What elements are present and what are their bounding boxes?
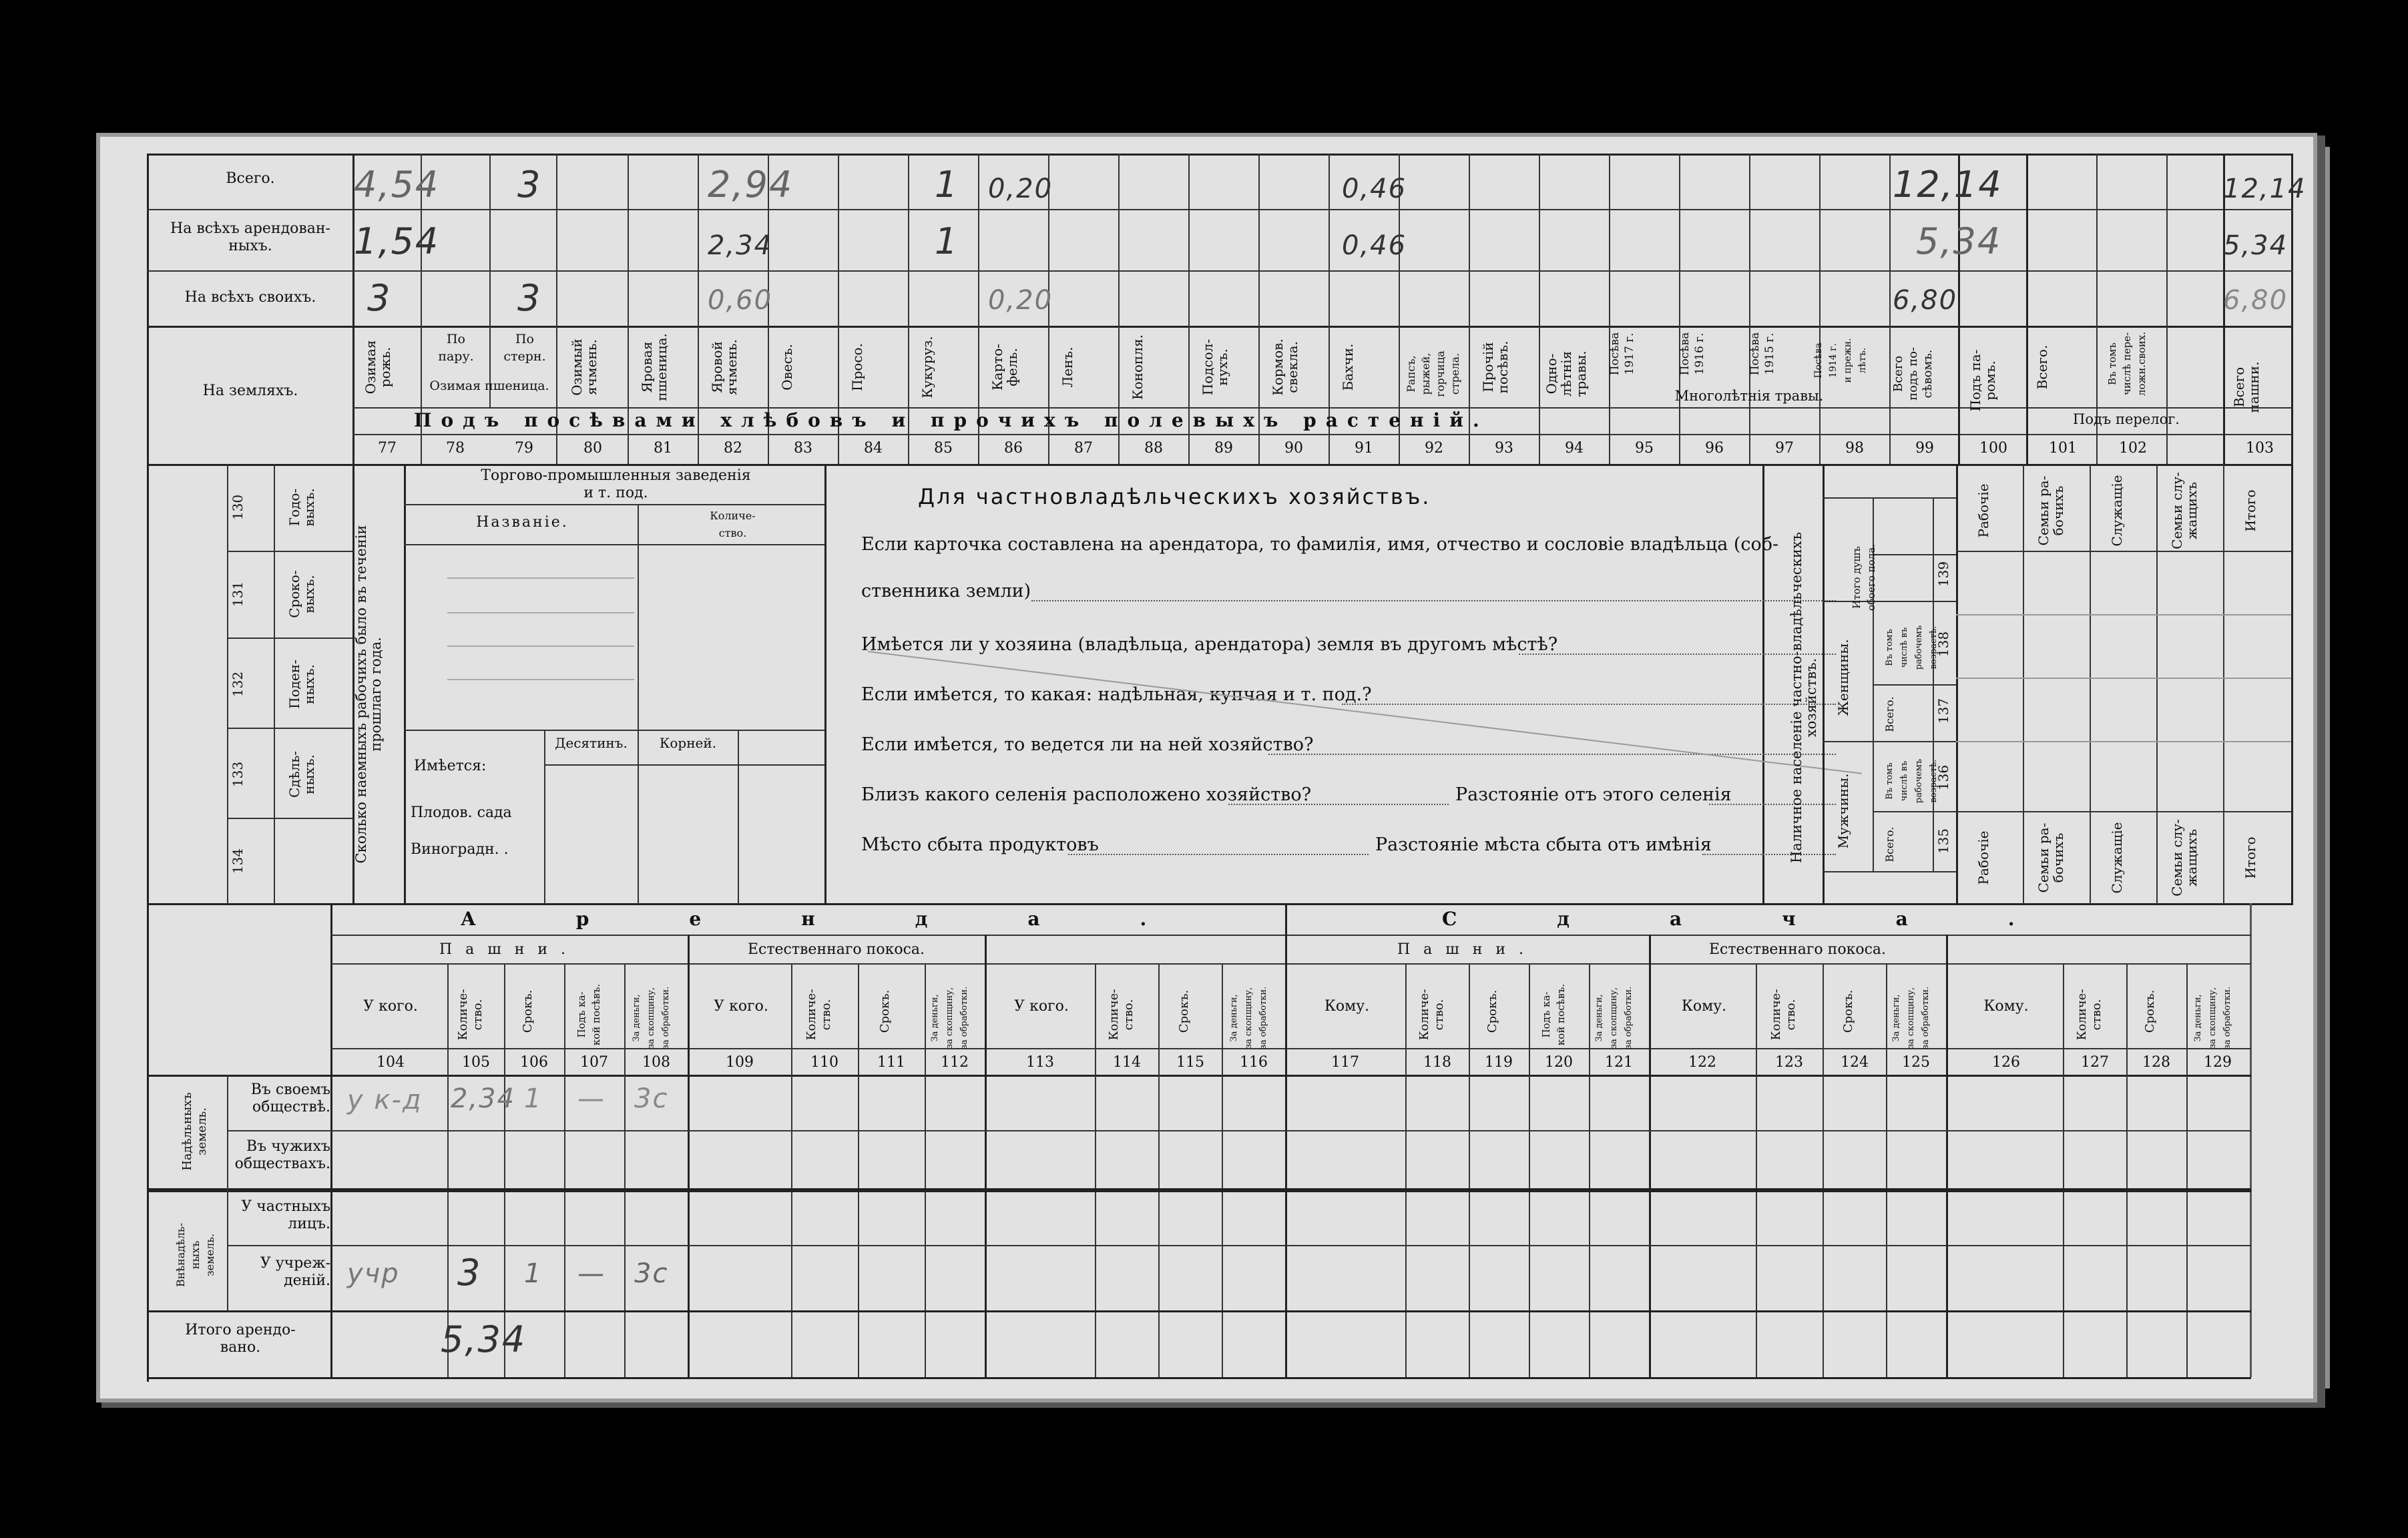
- col-108-za-dengi: За деньги, за скопщину, за обработки.: [632, 986, 671, 1050]
- worker-label-131: Сроко- выхъ.: [286, 570, 317, 618]
- men-label: Мужчины.: [1835, 773, 1851, 849]
- form-title: Для частновладѣльческихъ хозяйствъ.: [918, 484, 1431, 509]
- hw-svoi-99: 6,80: [1893, 285, 1958, 316]
- col-label-95: Посѣва 1917 г.: [1608, 332, 1636, 376]
- col-121-za-dengi: За деньги, за скопщину, за обработки.: [1594, 986, 1634, 1050]
- row-svoem-obshchestve: Въ своемъ обществѣ.: [250, 1081, 330, 1115]
- vinograd-label: Виноградн. .: [411, 841, 509, 858]
- col-num-99: 99: [1915, 440, 1934, 457]
- bcol-num-129: 129: [2204, 1054, 2232, 1071]
- col-label-100: Подъ па- ромъ.: [1967, 349, 1998, 412]
- col-label-80: Озимый ячмень.: [569, 338, 599, 396]
- row-label-na-zemlyakh: На земляхъ.: [202, 382, 298, 399]
- bcol-num-108: 108: [642, 1054, 670, 1071]
- sdacha-pashni: Пашни.: [1397, 941, 1537, 958]
- ozimaya-pshenitsa-label: Озимая пшеница.: [429, 378, 549, 393]
- banner-pod-posevami: Подъ посѣвами хлѣбовъ и прочихъ полевыхъ растеній.: [414, 409, 1489, 431]
- trade-name-header: Названіе.: [476, 514, 569, 531]
- col-num-82: 82: [724, 440, 742, 457]
- bcol-num-119: 119: [1485, 1054, 1513, 1071]
- col-num-91: 91: [1355, 440, 1373, 457]
- col-112-za-dengi: За деньги, за скопщину, за обработки.: [930, 986, 969, 1050]
- question-3: Если имѣется, то какая: надѣльная, купчая и т. под.?: [861, 684, 1372, 705]
- col-num-102: 102: [2119, 440, 2147, 457]
- hw-arend-99: 5,34: [1916, 220, 2002, 262]
- col-115-srok: Срокъ.: [1177, 989, 1191, 1033]
- col-num-87: 87: [1074, 440, 1093, 457]
- hw-svoi-79: 3: [517, 277, 542, 319]
- col-114-kolichestvo: Количе- ство.: [1107, 989, 1136, 1041]
- top-col-rabochie: Рабочіе: [1975, 483, 1991, 538]
- hw-r4-u-kogo: учр: [347, 1258, 400, 1289]
- worker-num-131: 131: [230, 581, 246, 607]
- col-label-91: Бахчи.: [1340, 343, 1356, 391]
- col-label-102: Въ томъ числѣ пере- ложн.своих.: [2106, 331, 2148, 397]
- has-label: Имѣется:: [414, 758, 487, 774]
- col-num-89: 89: [1214, 440, 1233, 457]
- bottom-col-rabochie: Рабочіе: [1975, 830, 1991, 885]
- row-label-arendovannykh: На всѣхъ арендован- ныхъ.: [170, 220, 330, 254]
- bcol-num-104: 104: [377, 1054, 405, 1071]
- col-num-88: 88: [1144, 440, 1163, 457]
- col-label-101: Всего.: [2034, 344, 2050, 390]
- col-label-78: По пару.: [438, 332, 474, 364]
- col-num-93: 93: [1495, 440, 1513, 457]
- pop-label-139: Итого душъ обоего пола.: [1851, 544, 1877, 611]
- hw-r4-srok: 1: [524, 1258, 543, 1289]
- bcol-num-128: 128: [2142, 1054, 2170, 1071]
- bcol-num-107: 107: [580, 1054, 608, 1071]
- pop-num-135: 135: [1935, 828, 1951, 854]
- question-4: Если имѣется, то ведется ли на ней хозяйство?: [861, 734, 1314, 755]
- hw-r4-za: 3с: [634, 1258, 669, 1289]
- hw-itogo-qty: 5,34: [441, 1318, 527, 1360]
- hw-arend-82: 2,34: [708, 230, 773, 261]
- bcol-num-115: 115: [1176, 1054, 1204, 1071]
- worker-label-132: Поден- ныхъ.: [286, 660, 317, 709]
- pop-num-139: 139: [1935, 561, 1951, 587]
- question-6b: Разстояніе мѣста сбыта отъ имѣнія: [1375, 834, 1712, 855]
- nadel-label: Надѣльныхъ земель.: [180, 1092, 209, 1171]
- sad-label: Плодов. сада: [411, 804, 512, 821]
- hw-svoi-86: 0,20: [988, 285, 1053, 316]
- col-num-86: 86: [1004, 440, 1023, 457]
- hw-r1-pod: —: [577, 1083, 606, 1114]
- worker-num-133: 133: [230, 761, 246, 788]
- col-label-83: Овесъ.: [779, 344, 795, 391]
- bottom-col-semi-rabochikh: Семьи ра- бочихъ: [2035, 822, 2066, 893]
- col-129-za-dengi: За деньги, за скопщину, за обработки.: [2193, 986, 2232, 1050]
- col-117-komu: Кому.: [1324, 998, 1370, 1015]
- population-title: Наличное населеніе частно-владѣльческихъ хозяйствъ.: [1788, 531, 1819, 864]
- col-num-92: 92: [1425, 440, 1443, 457]
- bcol-num-114: 114: [1113, 1054, 1141, 1071]
- col-109-u-kogo: У кого.: [714, 998, 768, 1015]
- hw-r4-qty: 3: [457, 1252, 482, 1294]
- bcol-num-106: 106: [520, 1054, 548, 1071]
- top-col-itogo: Итого: [2242, 489, 2258, 532]
- col-126-komu: Кому.: [1983, 998, 2029, 1015]
- trade-title: Торгово-промышленныя заведенія и т. под.: [481, 467, 751, 501]
- bcol-num-110: 110: [810, 1054, 838, 1071]
- row-chastnykh-lits: У частныхъ лицъ.: [241, 1198, 330, 1232]
- col-label-79: По стерн.: [503, 332, 546, 364]
- col-num-80: 80: [583, 440, 602, 457]
- bcol-num-105: 105: [462, 1054, 490, 1071]
- korney-header: Корней.: [659, 735, 717, 751]
- col-122-komu: Кому.: [1681, 998, 1727, 1015]
- pod-perelog-label: Подъ перелог.: [2073, 411, 2180, 427]
- top-col-semi-sluzhashchikh: Семьи слу- жащихъ: [2169, 472, 2200, 549]
- col-num-94: 94: [1565, 440, 1584, 457]
- census-card: [100, 137, 2313, 1398]
- hw-arend-91: 0,46: [1342, 230, 1407, 261]
- col-label-87: Ленъ.: [1059, 346, 1075, 388]
- top-col-sluzhashchie: Служащіе: [2109, 475, 2125, 547]
- bcol-num-122: 122: [1688, 1054, 1716, 1071]
- col-label-86: Карто- фель.: [989, 343, 1020, 391]
- hw-svoi-103: 6,80: [2223, 285, 2289, 316]
- col-num-96: 96: [1705, 440, 1724, 457]
- col-label-84: Просо.: [849, 343, 865, 391]
- col-num-101: 101: [2049, 440, 2077, 457]
- col-120-pod-kakoy: Подъ ка- кой посѣвъ.: [1540, 983, 1567, 1046]
- trade-qty-header: Количе- ство.: [710, 509, 756, 539]
- pop-label-136: Въ томъ числѣ въ рабочемъ возрастѣ.: [1885, 758, 1939, 804]
- col-num-97: 97: [1775, 440, 1794, 457]
- row-uchrezhdeniy: У учреж- деній.: [260, 1255, 330, 1289]
- worker-num-132: 132: [230, 671, 246, 698]
- bcol-num-127: 127: [2081, 1054, 2109, 1071]
- bcol-num-113: 113: [1026, 1054, 1054, 1071]
- hw-vsego-85: 1: [935, 164, 959, 206]
- row-itogo-arendovano: Итого арендо- вано.: [185, 1322, 296, 1356]
- col-label-89: Подсол- нухъ.: [1200, 338, 1230, 396]
- col-119-srok: Срокъ.: [1485, 989, 1499, 1033]
- col-label-96: Посѣва 1916 г.: [1678, 332, 1706, 376]
- arenda-pokos: Естественнаго покоса.: [747, 941, 925, 958]
- hw-r1-za: 3с: [634, 1083, 669, 1114]
- col-label-93: Прочій посѣвъ.: [1480, 340, 1511, 394]
- col-num-78: 78: [446, 440, 465, 457]
- col-label-85: Кукуруз.: [919, 336, 935, 399]
- hw-r1-srok: 1: [524, 1083, 543, 1114]
- hw-vsego-103: 12,14: [2223, 174, 2307, 204]
- bcol-num-118: 118: [1423, 1054, 1451, 1071]
- bcol-num-112: 112: [941, 1054, 969, 1071]
- pop-num-137: 137: [1935, 698, 1951, 724]
- bcol-num-120: 120: [1545, 1054, 1573, 1071]
- hw-arend-103: 5,34: [2223, 230, 2289, 261]
- bcol-num-111: 111: [877, 1054, 905, 1071]
- col-num-79: 79: [515, 440, 533, 457]
- col-label-90: Кормов. свекла.: [1270, 338, 1300, 396]
- women-label: Женщины.: [1835, 639, 1851, 716]
- worker-label-133: Сдѣль- ныхъ.: [286, 750, 317, 798]
- question-1: Если карточка составлена на арендатора, то фамилія, имя, отчество и сословіе владѣльца (соб-: [861, 534, 1779, 555]
- col-label-92: Рапсъ, рыжей, горчица стрела.: [1405, 350, 1461, 397]
- col-label-88: Конопля.: [1130, 334, 1146, 400]
- col-113-u-kogo: У кого.: [1014, 998, 1069, 1015]
- hw-arend-77: 1,54: [354, 220, 440, 262]
- hw-vsego-82: 2,94: [708, 164, 794, 206]
- hw-vsego-99: 12,14: [1893, 164, 2003, 206]
- col-label-98: Посѣва 1914 г. и прежн. лѣтъ.: [1813, 338, 1868, 383]
- pop-num-138: 138: [1935, 631, 1951, 658]
- row-chuzhikh-obshchestvakh: Въ чужихъ обществахъ.: [234, 1138, 330, 1172]
- pop-label-137: Всего.: [1883, 696, 1896, 732]
- bcol-num-125: 125: [1902, 1054, 1930, 1071]
- hw-vsego-86: 0,20: [988, 174, 1053, 204]
- col-label-82: Яровой ячмень.: [709, 339, 740, 395]
- col-num-103: 103: [2246, 440, 2274, 457]
- col-106-srok: Срокъ.: [521, 989, 535, 1033]
- col-label-81: Яровая пшеница.: [639, 333, 670, 401]
- hw-r1-qty: 2,34: [451, 1083, 516, 1114]
- col-num-98: 98: [1845, 440, 1864, 457]
- col-label-97: Посѣва 1915 г.: [1748, 332, 1776, 376]
- pop-num-136: 136: [1935, 764, 1951, 791]
- hw-vsego-77: 4,54: [354, 164, 440, 206]
- bcol-num-126: 126: [1992, 1054, 2020, 1071]
- bcol-num-109: 109: [726, 1054, 754, 1071]
- hw-svoi-82: 0,60: [708, 285, 773, 316]
- col-num-100: 100: [1979, 440, 2007, 457]
- hw-svoi-77: 3: [367, 277, 392, 319]
- bottom-col-sluzhashchie: Служащіе: [2109, 822, 2125, 894]
- col-123-kolichestvo: Количе- ство.: [1769, 989, 1798, 1041]
- question-5: Близъ какого селенія расположено хозяйство?: [861, 784, 1312, 805]
- col-num-84: 84: [864, 440, 883, 457]
- col-num-90: 90: [1284, 440, 1303, 457]
- hw-vsego-79: 3: [517, 164, 542, 206]
- col-label-94: Одно- лѣтнія травы.: [1543, 350, 1589, 397]
- bcol-num-121: 121: [1605, 1054, 1633, 1071]
- col-num-81: 81: [654, 440, 672, 457]
- sdacha-banner: Сдача.: [1442, 908, 2115, 930]
- worker-label-130: Годо- выхъ.: [286, 488, 317, 527]
- question-2: Имѣется ли у хозяина (владѣльца, арендатора) земля въ другомъ мѣстѣ?: [861, 634, 1558, 655]
- col-label-103: Всего пашни.: [2231, 361, 2262, 413]
- hw-arend-85: 1: [935, 220, 959, 262]
- col-104-u-kogo: У кого.: [363, 998, 418, 1015]
- worker-num-134: 134: [230, 848, 246, 874]
- question-6: Мѣсто сбыта продуктовъ: [861, 834, 1099, 855]
- bcol-num-116: 116: [1240, 1054, 1268, 1071]
- bcol-num-123: 123: [1775, 1054, 1803, 1071]
- bcol-num-117: 117: [1331, 1054, 1359, 1071]
- row-label-vsego: Всего.: [226, 170, 275, 187]
- hw-r1-u-kogo: у к-д: [347, 1085, 423, 1115]
- col-105-kolichestvo: Количе- ство.: [456, 989, 485, 1041]
- col-124-srok: Срокъ.: [1841, 989, 1855, 1033]
- row-label-svoikh: На всѣхъ своихъ.: [184, 289, 316, 306]
- question-1b: ственника земли): [861, 581, 1031, 601]
- mnogoletnie-label: Многолѣтнія травы.: [1674, 388, 1824, 404]
- col-num-83: 83: [794, 440, 812, 457]
- vnenadel-label: Внѣнадѣль- ныхъ земель.: [174, 1222, 216, 1288]
- worker-num-130: 130: [230, 494, 246, 521]
- col-116-za-dengi: За деньги, за скопщину, за обработки.: [1229, 986, 1268, 1050]
- col-num-95: 95: [1635, 440, 1654, 457]
- col-label-99: Всего подъ по- сѣвомъ.: [1891, 347, 1935, 401]
- hw-r4-pod: —: [577, 1258, 606, 1289]
- col-118-kolichestvo: Количе- ство.: [1417, 989, 1446, 1041]
- col-num-85: 85: [934, 440, 953, 457]
- pop-label-135: Всего.: [1883, 826, 1896, 862]
- bcol-num-124: 124: [1841, 1054, 1869, 1071]
- workers-title: Сколько наемныхъ рабочихъ было въ теченіи прошлаго года.: [353, 525, 384, 864]
- col-label-77: Озимая рожь.: [363, 340, 393, 395]
- bottom-col-itogo: Итого: [2242, 836, 2258, 879]
- col-125-za-dengi: За деньги, за скопщину, за обработки.: [1891, 986, 1931, 1050]
- col-127-kolichestvo: Количе- ство.: [2075, 989, 2104, 1041]
- bottom-col-semi-sluzhashchikh: Семьи слу- жащихъ: [2169, 819, 2200, 896]
- question-5b: Разстояніе отъ этого селенія: [1455, 784, 1732, 805]
- sdacha-pokos: Естественнаго покоса.: [1708, 941, 1886, 958]
- col-110-kolichestvo: Количе- ство.: [804, 989, 833, 1041]
- col-107-pod-kakoy: Подъ ка- кой посѣвъ.: [575, 983, 602, 1046]
- col-111-srok: Срокъ.: [878, 989, 892, 1033]
- top-col-semi-rabochikh: Семьи ра- бочихъ: [2035, 475, 2066, 546]
- hw-vsego-91: 0,46: [1342, 174, 1407, 204]
- col-num-77: 77: [378, 440, 397, 457]
- arenda-banner: Аренда.: [461, 908, 1247, 930]
- arenda-pashni: Пашни.: [439, 941, 579, 958]
- col-128-srok: Срокъ.: [2143, 989, 2157, 1033]
- pop-label-138: Въ томъ числѣ въ рабочемъ возрастѣ.: [1885, 625, 1939, 670]
- desyatin-header: Десятинъ.: [555, 735, 628, 751]
